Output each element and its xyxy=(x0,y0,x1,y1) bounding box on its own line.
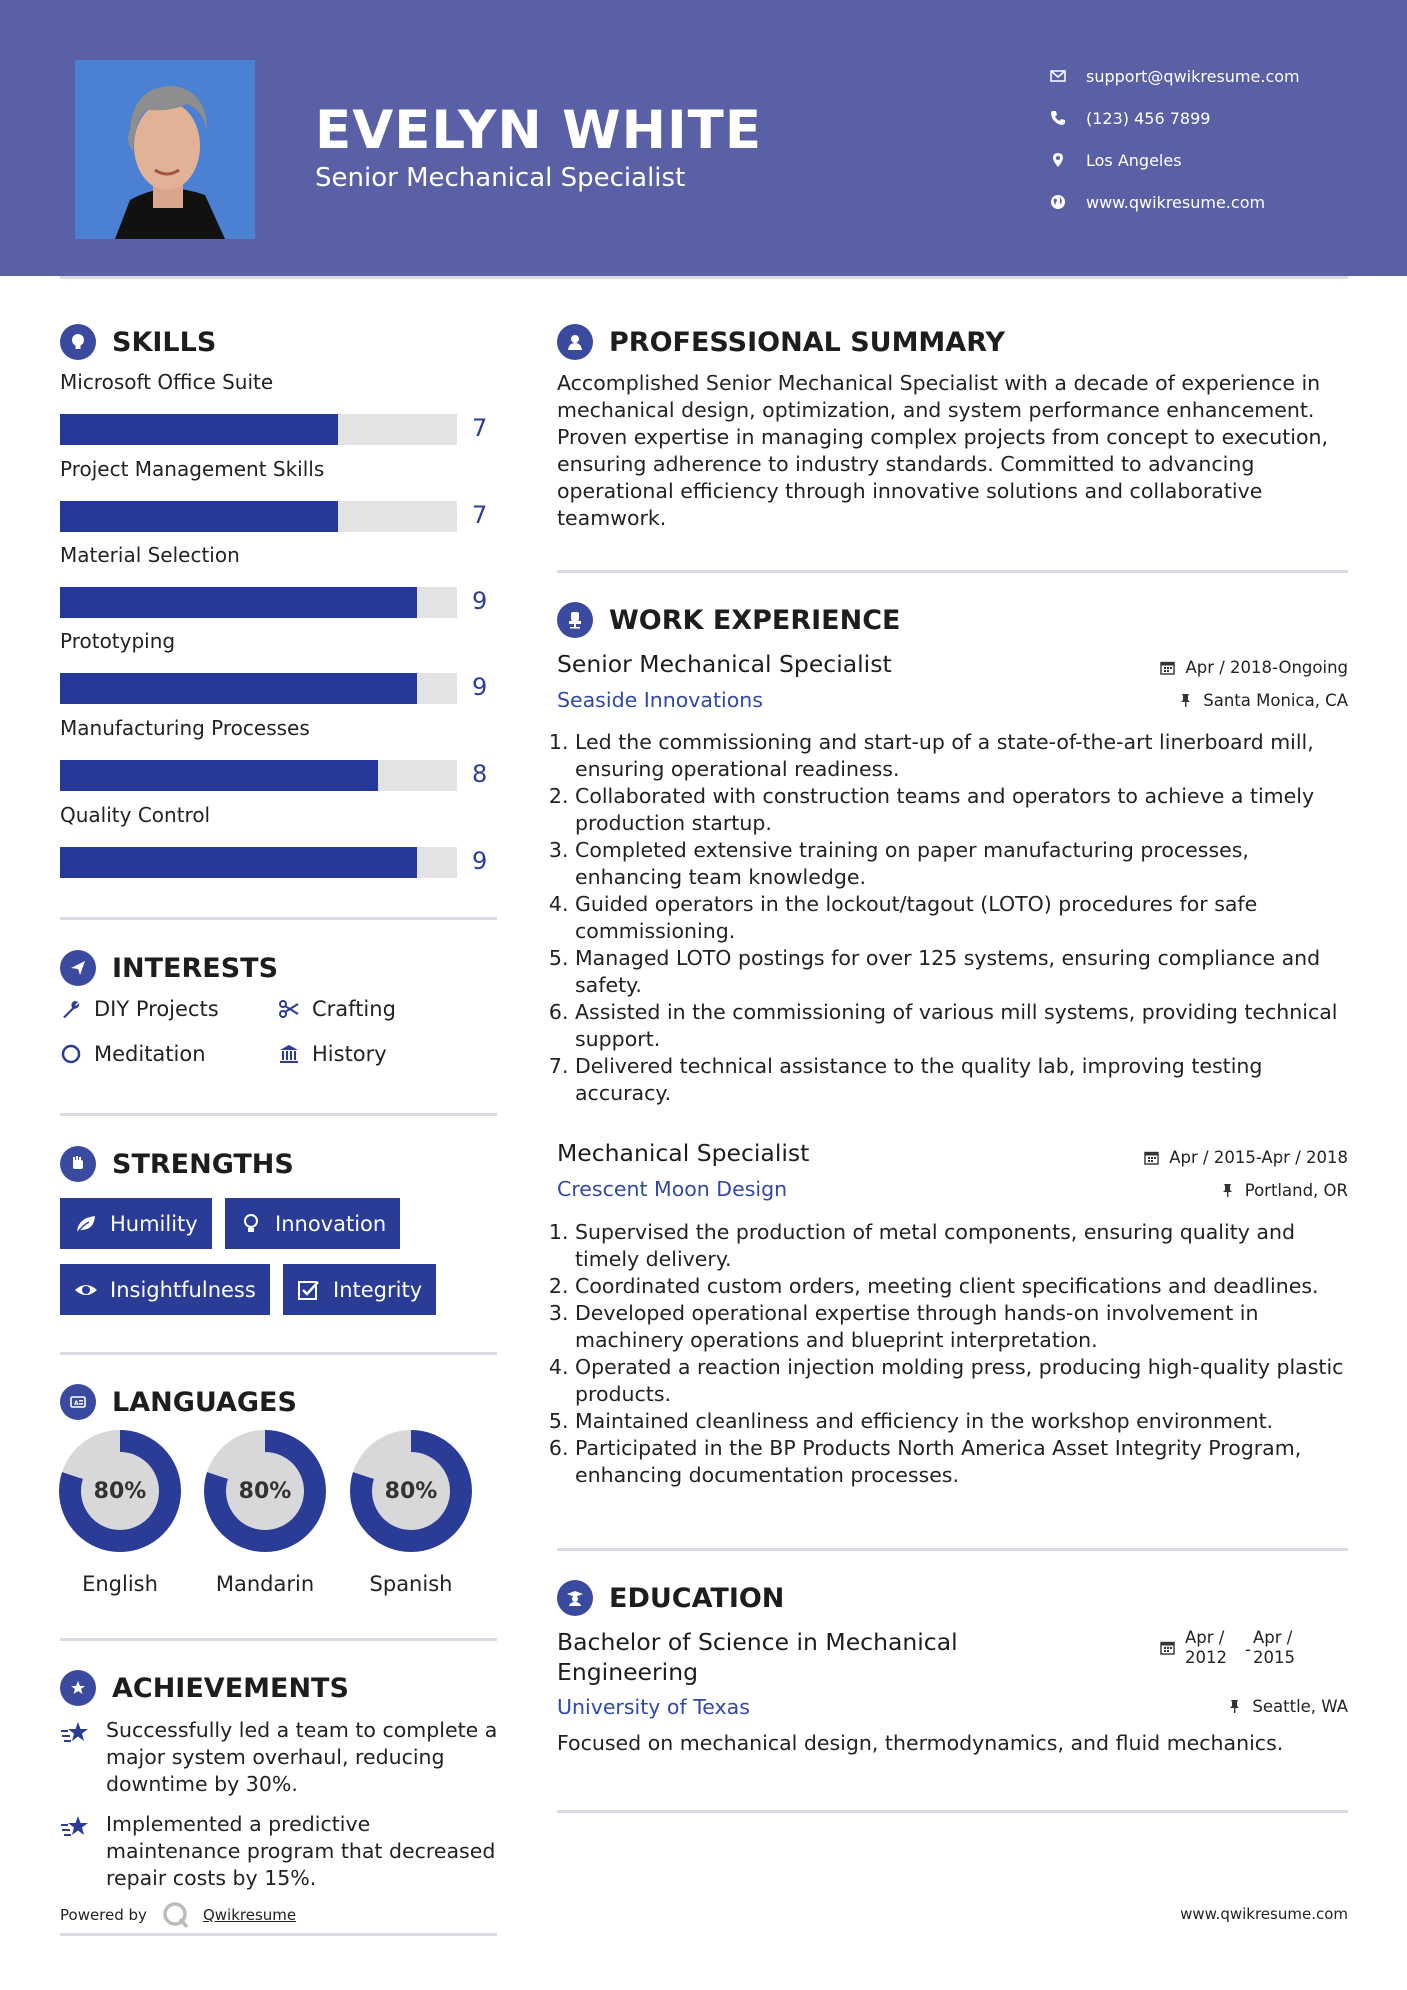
skill-item xyxy=(60,629,500,701)
map-pin-icon xyxy=(1050,152,1086,168)
museum-icon xyxy=(278,1043,300,1065)
profile-photo xyxy=(75,60,255,239)
interest-label: DIY Projects xyxy=(94,997,219,1021)
strength-label: Innovation xyxy=(275,1211,387,1236)
skill-label: Material Selection xyxy=(60,543,240,567)
language-percent: 80% xyxy=(81,1452,159,1530)
job-dates: Apr / 2015-Apr / 2018 xyxy=(1144,1148,1348,1167)
interest-item xyxy=(60,997,219,1021)
strength-label: Humility xyxy=(110,1211,198,1236)
paper-plane-icon xyxy=(60,950,96,986)
qwikresume-logo-icon xyxy=(161,1900,191,1930)
section-divider xyxy=(60,917,497,920)
summary-heading: PROFESSIONAL SUMMARY xyxy=(557,324,1005,360)
job-title: Senior Mechanical Specialist xyxy=(557,650,892,678)
language-percent: 80% xyxy=(372,1452,450,1530)
svg-text:A: A xyxy=(74,1400,79,1407)
skill-item xyxy=(60,370,500,442)
candidate-title: Senior Mechanical Specialist xyxy=(315,163,686,193)
language-ring xyxy=(59,1430,181,1552)
eye-icon xyxy=(74,1278,98,1302)
contact-email-text: support@qwikresume.com xyxy=(1086,66,1300,86)
calendar-icon xyxy=(1160,660,1175,675)
languages-heading: A LANGUAGES xyxy=(60,1384,297,1420)
strength-tag xyxy=(225,1198,400,1249)
education-end: Apr / 2015 xyxy=(1252,1628,1295,1667)
shooting-star-icon xyxy=(60,1719,92,1747)
qwikresume-link[interactable]: Qwikresume xyxy=(202,1906,297,1924)
duty-item: 5. Managed LOTO postings for over 125 systems, ensuring compliance and safety. xyxy=(575,945,1355,999)
skill-bar xyxy=(60,587,457,618)
job-title: Mechanical Specialist xyxy=(557,1139,810,1167)
duties-list xyxy=(575,729,1355,1107)
contact-website-text: www.qwikresume.com xyxy=(1086,192,1266,212)
user-icon xyxy=(557,324,593,360)
job-location: Portland, OR xyxy=(1220,1181,1348,1200)
section-divider xyxy=(60,1638,497,1641)
chair-icon xyxy=(557,602,593,638)
duty-item: 3. Developed operational expertise through hands-on involvement in machinery operations and blueprint interpretation. xyxy=(575,1300,1355,1354)
skill-label: Prototyping xyxy=(60,629,176,653)
skill-bar xyxy=(60,673,457,704)
job-dates: Apr / 2018-Ongoing xyxy=(1160,658,1348,677)
skill-value: 7 xyxy=(472,414,488,442)
checkbox-icon xyxy=(297,1278,321,1302)
skill-item xyxy=(60,803,500,875)
skill-bar xyxy=(60,847,457,878)
shooting-star-icon xyxy=(60,1813,92,1841)
experience-heading: WORK EXPERIENCE xyxy=(557,602,900,638)
school-name: University of Texas xyxy=(557,1695,750,1719)
achievement-item xyxy=(60,1811,500,1892)
header-divider xyxy=(60,276,1348,279)
skill-value: 8 xyxy=(472,760,488,788)
duty-item: 4. Guided operators in the lockout/tagout (LOTO) procedures for safe commissioning. xyxy=(575,891,1355,945)
interest-label: Crafting xyxy=(312,997,396,1021)
language-percent: 80% xyxy=(226,1452,304,1530)
skill-bar xyxy=(60,501,457,532)
powered-by xyxy=(60,1900,296,1930)
lightbulb-icon xyxy=(60,324,96,360)
achievement-text: Implemented a predictive maintenance program that decreased repair costs by 15%. xyxy=(106,1812,496,1890)
footer-website[interactable]: www.qwikresume.com xyxy=(1180,1905,1348,1923)
education-start: Apr / 2012 xyxy=(1185,1628,1227,1667)
calendar-icon xyxy=(1160,1640,1175,1655)
job-location: Santa Monica, CA xyxy=(1178,691,1348,710)
achievements-heading: ACHIEVEMENTS xyxy=(60,1670,349,1706)
interest-item xyxy=(278,997,396,1021)
lightbulb-icon xyxy=(239,1212,263,1236)
company-name: Seaside Innovations xyxy=(557,688,763,712)
skill-value: 9 xyxy=(472,587,488,615)
section-divider xyxy=(60,1933,497,1936)
education-date-separator: - xyxy=(1245,1640,1251,1659)
section-divider xyxy=(60,1113,497,1116)
star-badge-icon xyxy=(60,1670,96,1706)
skill-label: Quality Control xyxy=(60,803,211,827)
skill-bar-fill xyxy=(60,760,378,791)
section-divider xyxy=(557,1810,1348,1813)
duty-item: 6. Participated in the BP Products North America Asset Integrity Program, enhancing documentation processes. xyxy=(575,1435,1355,1489)
phone-icon xyxy=(1050,110,1086,126)
contact-info xyxy=(1050,55,1390,223)
strength-tag xyxy=(60,1264,270,1315)
skill-item xyxy=(60,716,500,788)
strengths-heading: STRENGTHS xyxy=(60,1146,294,1182)
education-description: Focused on mechanical design, thermodynamics, and fluid mechanics. xyxy=(557,1731,1284,1755)
language-item xyxy=(59,1430,181,1596)
candidate-name: EVELYN WHITE xyxy=(315,100,763,161)
skills-heading: SKILLS xyxy=(60,324,216,360)
duty-item: 7. Delivered technical assistance to the quality lab, improving testing accuracy. xyxy=(575,1053,1355,1107)
section-divider xyxy=(60,1352,497,1355)
skill-bar-fill xyxy=(60,847,417,878)
graduate-icon xyxy=(557,1580,593,1616)
skill-label: Project Management Skills xyxy=(60,457,325,481)
skill-item xyxy=(60,457,500,529)
wrench-icon xyxy=(60,998,82,1020)
duties-list xyxy=(575,1219,1355,1489)
language-item xyxy=(350,1430,472,1596)
language-name: Mandarin xyxy=(215,1572,315,1596)
company-name: Crescent Moon Design xyxy=(557,1177,788,1201)
education-location: Seattle, WA xyxy=(1227,1697,1348,1716)
envelope-icon xyxy=(1050,68,1086,84)
skill-value: 9 xyxy=(472,847,488,875)
skill-label: Microsoft Office Suite xyxy=(60,370,274,394)
language-item xyxy=(204,1430,326,1596)
section-divider xyxy=(557,1548,1348,1551)
duty-item: 5. Maintained cleanliness and efficiency in the workshop environment. xyxy=(575,1408,1355,1435)
skill-bar-fill xyxy=(60,414,338,445)
duty-item: 1. Supervised the production of metal components, ensuring quality and timely delivery. xyxy=(575,1219,1355,1273)
skill-bar-fill xyxy=(60,673,417,704)
achievement-text: Successfully led a team to complete a major system overhaul, reducing downtime by 30%. xyxy=(106,1718,498,1796)
language-name: Spanish xyxy=(369,1572,453,1596)
calendar-icon xyxy=(1144,1150,1159,1165)
interest-item xyxy=(278,1042,387,1066)
language-icon xyxy=(60,1384,96,1420)
skill-item xyxy=(60,543,500,615)
skill-value: 9 xyxy=(472,673,488,701)
duty-item: 6. Assisted in the commissioning of various mill systems, providing technical support. xyxy=(575,999,1355,1053)
degree-title: Bachelor of Science in Mechanical Engineering xyxy=(557,1628,958,1686)
pushpin-icon xyxy=(1178,693,1193,708)
interest-item xyxy=(60,1042,206,1066)
circle-icon xyxy=(60,1043,82,1065)
resume-header xyxy=(0,0,1407,276)
language-ring xyxy=(350,1430,472,1552)
contact-website[interactable] xyxy=(1050,181,1390,223)
strength-tag xyxy=(60,1198,212,1249)
skill-label: Manufacturing Processes xyxy=(60,716,310,740)
duty-item: 2. Coordinated custom orders, meeting client specifications and deadlines. xyxy=(575,1273,1355,1300)
summary-text: Accomplished Senior Mechanical Specialist with a decade of experience in mechanical design, optimization, and system performance enhancement. Proven expertise in managing complex projects from concept to execution, ensuring adherence to industry standards. Committed to advancing operational efficiency through innovative solutions and collaborative teamwork. xyxy=(557,371,1329,530)
strength-tag xyxy=(283,1264,436,1315)
skill-bar xyxy=(60,414,457,445)
contact-phone-text: (123) 456 7899 xyxy=(1086,108,1211,128)
language-name: English xyxy=(82,1572,158,1596)
globe-icon xyxy=(1050,194,1086,210)
education-heading: EDUCATION xyxy=(557,1580,784,1616)
strength-label: Integrity xyxy=(333,1277,423,1302)
achievement-item xyxy=(60,1717,500,1798)
interest-label: History xyxy=(312,1042,387,1066)
duty-item: 4. Operated a reaction injection molding press, producing high-quality plastic products. xyxy=(575,1354,1355,1408)
skill-bar-fill xyxy=(60,587,417,618)
strength-label: Insightfulness xyxy=(110,1277,256,1302)
powered-by-label: Powered by xyxy=(60,1906,147,1924)
contact-location-text: Los Angeles xyxy=(1086,150,1182,170)
pushpin-icon xyxy=(1220,1183,1235,1198)
section-divider xyxy=(557,570,1348,573)
contact-email[interactable] xyxy=(1050,55,1390,97)
duty-item: 2. Collaborated with construction teams and operators to achieve a timely production startup. xyxy=(575,783,1355,837)
language-ring xyxy=(204,1430,326,1552)
scissors-icon xyxy=(278,998,300,1020)
fist-icon xyxy=(60,1146,96,1182)
interests-heading: INTERESTS xyxy=(60,950,278,986)
contact-phone[interactable] xyxy=(1050,97,1390,139)
education-dates xyxy=(1160,1628,1295,1668)
skill-bar xyxy=(60,760,457,791)
duty-item: 1. Led the commissioning and start-up of a state-of-the-art linerboard mill, ensuring operational readiness. xyxy=(575,729,1355,783)
skill-value: 7 xyxy=(472,501,488,529)
leaf-icon xyxy=(74,1212,98,1236)
skill-bar-fill xyxy=(60,501,338,532)
pushpin-icon xyxy=(1227,1699,1242,1714)
duty-item: 3. Completed extensive training on paper manufacturing processes, enhancing team knowledge. xyxy=(575,837,1355,891)
contact-location xyxy=(1050,139,1390,181)
interest-label: Meditation xyxy=(94,1042,206,1066)
